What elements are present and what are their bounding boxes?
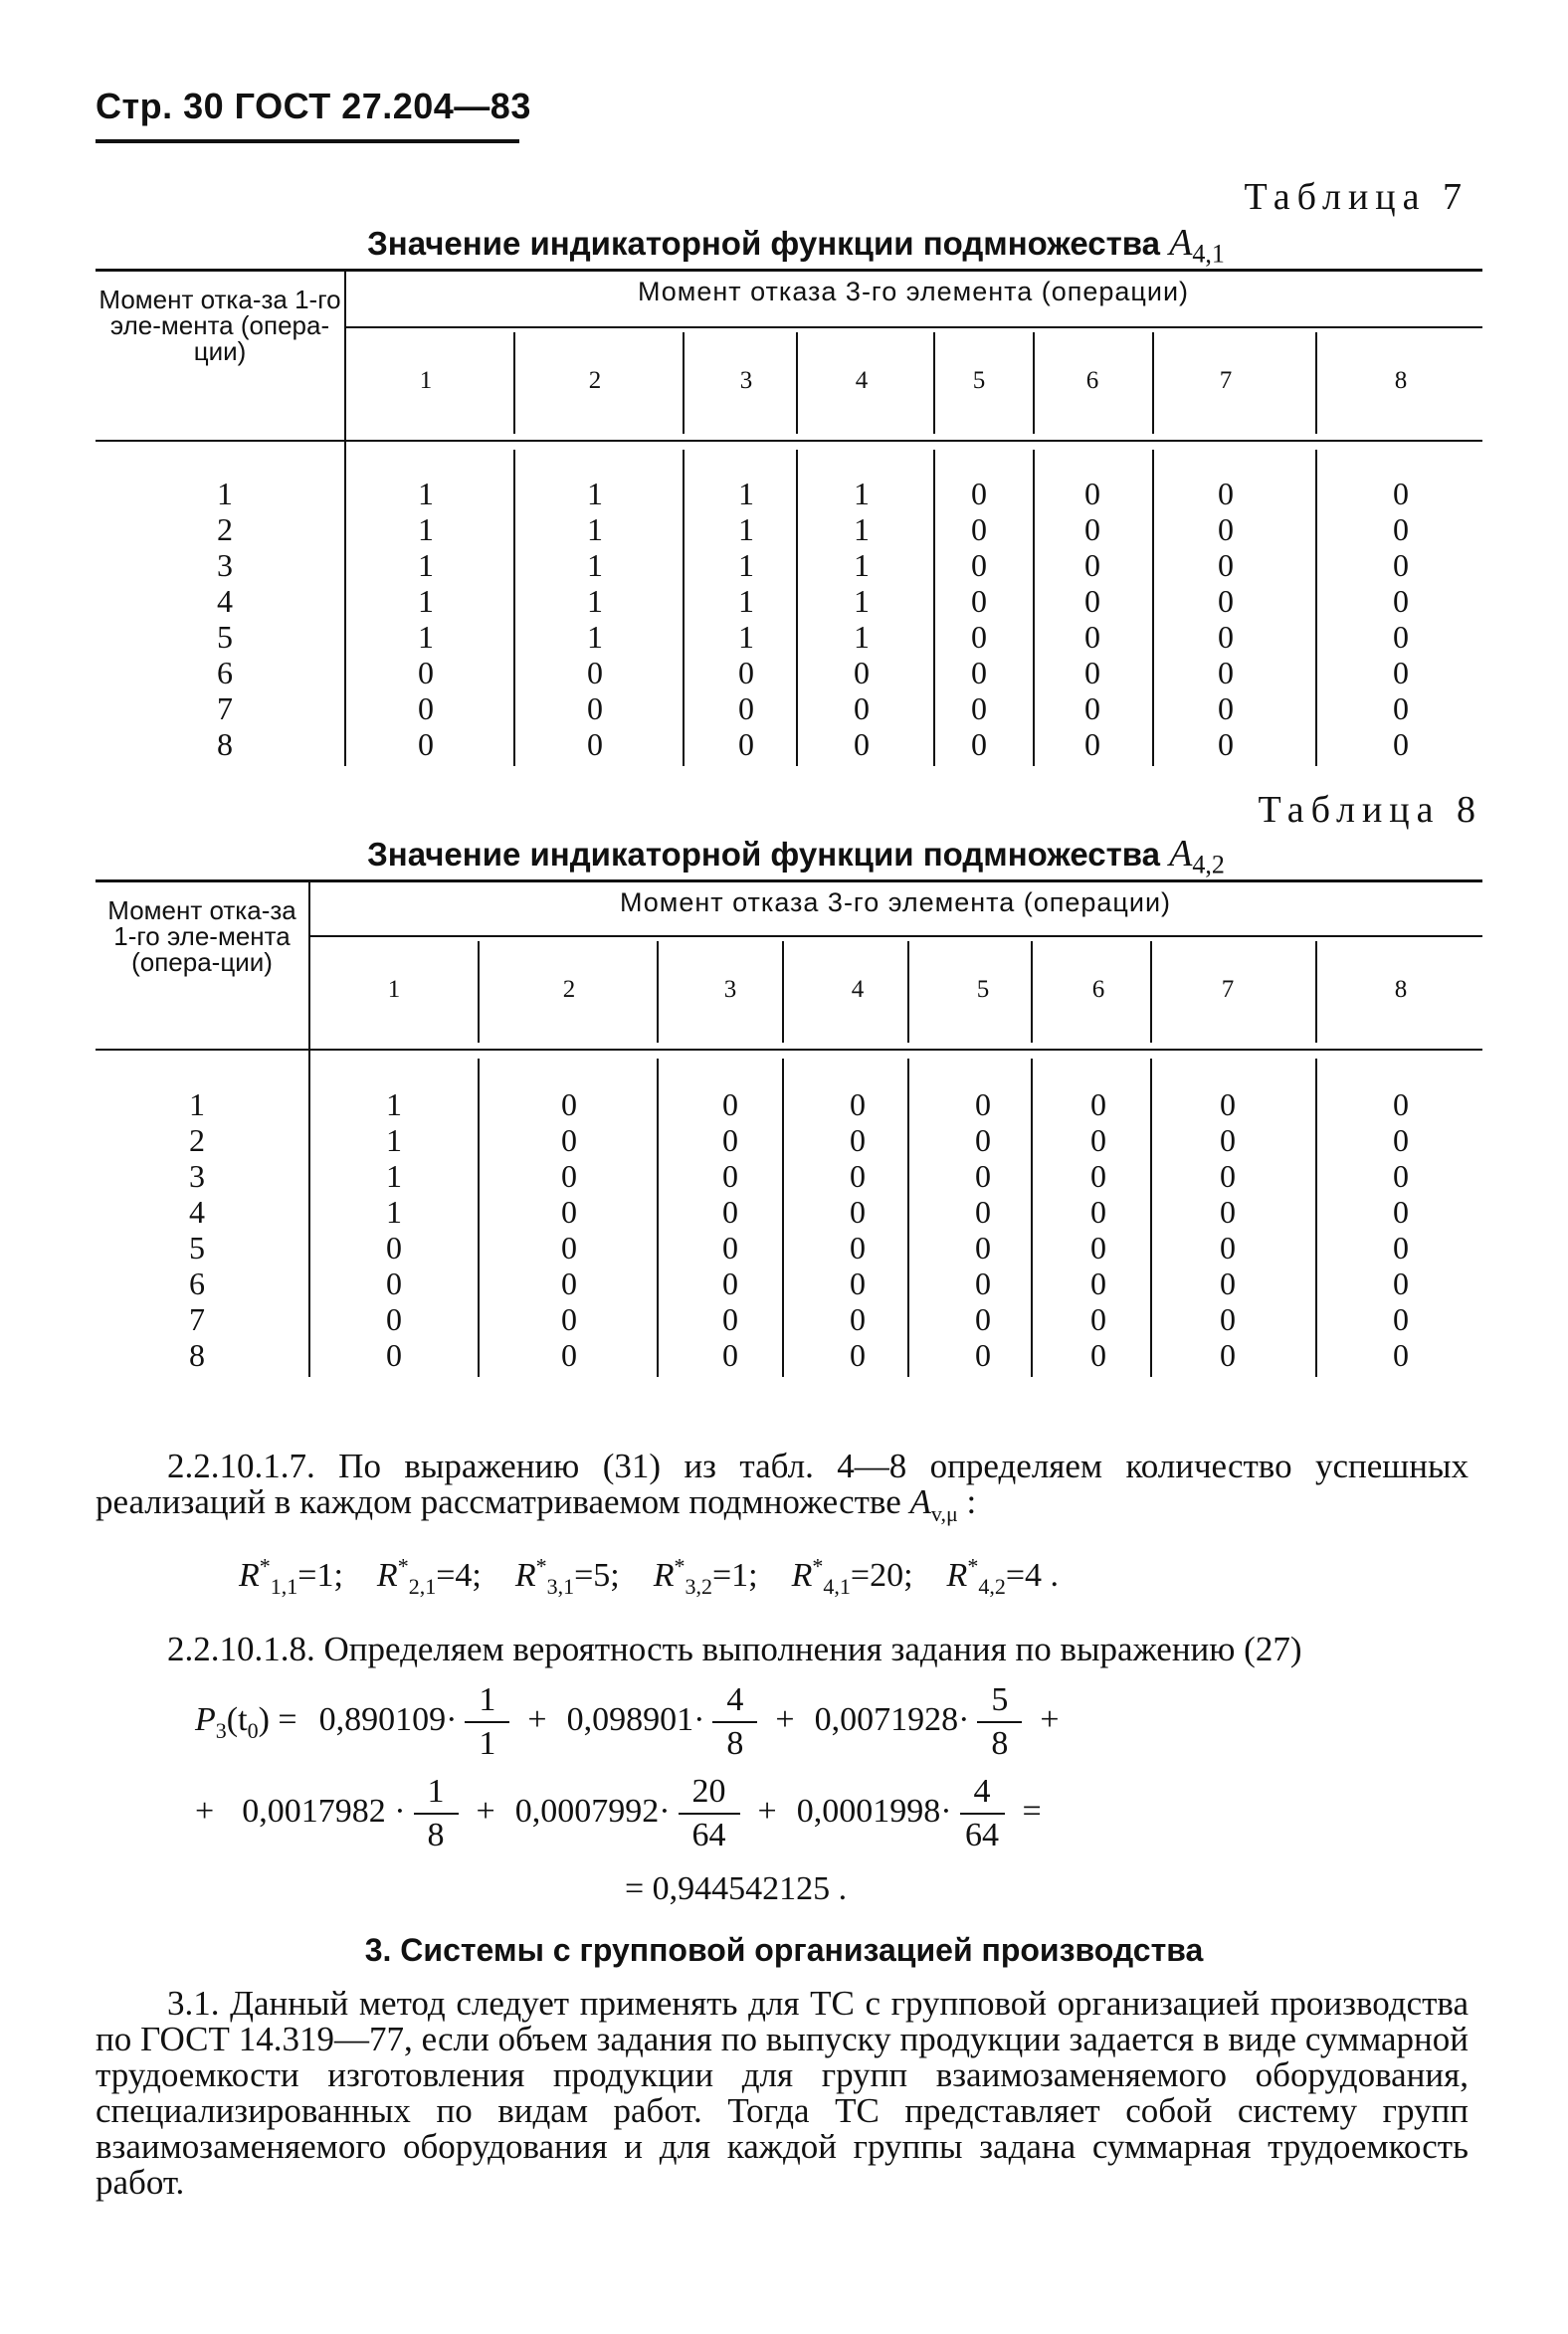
table8-col-header-6: 6 bbox=[1091, 976, 1105, 1003]
table7-col-divider bbox=[1315, 332, 1317, 434]
table8-cell: 0 bbox=[850, 1158, 866, 1194]
table7-cell: 0 bbox=[1218, 690, 1234, 726]
formula-coef: 0,0071928· bbox=[814, 1700, 970, 1738]
table7-header-rule bbox=[96, 440, 1482, 442]
table7-cell: 0 bbox=[971, 655, 987, 690]
table8-cell: 0 bbox=[722, 1337, 738, 1373]
table7-cell: 0 bbox=[1218, 511, 1234, 547]
table7-cell: 0 bbox=[1218, 547, 1234, 583]
table7-cell: 1 bbox=[738, 476, 754, 511]
table7-row-label: 4 bbox=[217, 583, 233, 619]
fraction bbox=[960, 1773, 1005, 1854]
table8-col-divider bbox=[478, 1059, 480, 1377]
table8-cell: 0 bbox=[1090, 1122, 1106, 1158]
table7-cell: 0 bbox=[1084, 726, 1100, 762]
p-arg: (t bbox=[226, 1700, 248, 1738]
table7-col-divider bbox=[796, 332, 798, 434]
table8-cell: 0 bbox=[561, 1265, 577, 1301]
fraction-denominator: 8 bbox=[427, 1817, 445, 1853]
table7-cell: 1 bbox=[738, 547, 754, 583]
table8-col-divider bbox=[478, 941, 480, 1043]
r-sub: 2,1 bbox=[408, 1574, 437, 1600]
table8-cell: 0 bbox=[975, 1337, 991, 1373]
table8-cell: 1 bbox=[386, 1086, 402, 1122]
table8-cell: 1 bbox=[386, 1122, 402, 1158]
r-value-term bbox=[946, 1554, 1059, 1600]
table8-cell: 0 bbox=[1090, 1301, 1106, 1337]
table8-cell: 0 bbox=[561, 1086, 577, 1122]
table8-split-line bbox=[308, 879, 310, 1377]
table8-col-divider bbox=[657, 1059, 659, 1377]
table7-col-divider bbox=[1033, 332, 1035, 434]
r-sub: 4,2 bbox=[978, 1574, 1006, 1600]
formula-lhs bbox=[195, 1700, 297, 1743]
table8-cell: 0 bbox=[722, 1230, 738, 1265]
r-value: =4 . bbox=[1005, 1557, 1059, 1595]
formula-line-2 bbox=[195, 1773, 1052, 1854]
table7-col-header-1: 1 bbox=[419, 367, 433, 394]
formula-line-1 bbox=[195, 1681, 1070, 1763]
table7-cell: 0 bbox=[1393, 690, 1409, 726]
r-value: =1; bbox=[712, 1557, 758, 1595]
table7-cell: 1 bbox=[587, 476, 603, 511]
formula-coef: 0,0001998· bbox=[796, 1792, 952, 1830]
table8-row-label: 7 bbox=[189, 1301, 205, 1337]
table7-cell: 0 bbox=[738, 655, 754, 690]
table7-title bbox=[298, 221, 1293, 270]
r-value-term bbox=[239, 1554, 343, 1600]
r-star: * bbox=[259, 1554, 271, 1579]
table7-row-label: 6 bbox=[217, 655, 233, 690]
table7-cell: 1 bbox=[738, 511, 754, 547]
table7-col-header-6: 6 bbox=[1085, 367, 1099, 394]
table7-cell: 0 bbox=[854, 726, 870, 762]
section-title: 3. Системы с групповой организацией производства bbox=[364, 1932, 1204, 1968]
table7-col-header-4: 4 bbox=[855, 367, 869, 394]
table8-col-divider bbox=[782, 1059, 784, 1377]
subset-sub: v,μ bbox=[930, 1501, 958, 1526]
formula-operator: + bbox=[476, 1792, 495, 1830]
r-star: * bbox=[535, 1554, 547, 1579]
table8-col-header-1: 1 bbox=[387, 976, 401, 1003]
table8-col-divider bbox=[782, 941, 784, 1043]
table8-row-label: 1 bbox=[189, 1086, 205, 1122]
paragraph-2-2-10-1-7-text: 2.2.10.1.7. По выражению (31) из табл. 4—8 определяем количество успешных реализаций в каждом рассматриваемом подмножестве bbox=[96, 1447, 1469, 1521]
table8-cell: 0 bbox=[850, 1122, 866, 1158]
table7-cell: 0 bbox=[738, 726, 754, 762]
table8-cell: 0 bbox=[1393, 1086, 1409, 1122]
table7-col-header-7: 7 bbox=[1219, 367, 1233, 394]
table8-cell: 0 bbox=[975, 1086, 991, 1122]
fraction-numerator: 1 bbox=[414, 1773, 459, 1815]
table8-cell: 0 bbox=[722, 1194, 738, 1230]
r-symbol: R bbox=[376, 1557, 398, 1595]
table8-title bbox=[298, 832, 1293, 880]
table8-col-header-3: 3 bbox=[723, 976, 737, 1003]
table7-cell: 0 bbox=[971, 583, 987, 619]
fraction-denominator: 64 bbox=[691, 1817, 726, 1853]
r-sub: 3,2 bbox=[685, 1574, 712, 1600]
formula-operator: + bbox=[757, 1792, 777, 1830]
table8-row-label: 5 bbox=[189, 1230, 205, 1265]
table8-cell: 0 bbox=[850, 1086, 866, 1122]
table8-cell: 0 bbox=[386, 1301, 402, 1337]
table8-cell: 0 bbox=[386, 1265, 402, 1301]
formula-operator: = bbox=[1022, 1792, 1042, 1830]
table7-cell: 0 bbox=[587, 726, 603, 762]
table7-cell: 0 bbox=[1393, 655, 1409, 690]
r-value-term bbox=[791, 1554, 913, 1600]
table7-cell: 0 bbox=[854, 690, 870, 726]
table7-cell: 0 bbox=[854, 655, 870, 690]
table8-col-header-4: 4 bbox=[851, 976, 865, 1003]
table7-col-divider bbox=[513, 450, 515, 766]
r-value-term bbox=[653, 1554, 758, 1600]
table8-group-rule bbox=[308, 935, 1482, 937]
table8-group-header: Момент отказа 3-го элемента (операции) bbox=[619, 887, 1172, 917]
table8-col-divider bbox=[1315, 941, 1317, 1043]
table8-cell: 0 bbox=[1220, 1086, 1236, 1122]
table8-cell: 0 bbox=[1393, 1158, 1409, 1194]
paragraph-2-2-10-1-7-end: : bbox=[966, 1482, 977, 1521]
table7-cell: 0 bbox=[1084, 511, 1100, 547]
table7-cell: 0 bbox=[738, 690, 754, 726]
table7-cell: 0 bbox=[971, 726, 987, 762]
table7-col-divider bbox=[933, 450, 935, 766]
table8-cell: 0 bbox=[386, 1230, 402, 1265]
paragraph-2-2-10-1-8: 2.2.10.1.8. Определяем вероятность выполнения задания по выражению (27) bbox=[167, 1630, 1302, 1668]
table8-col-divider bbox=[907, 1059, 909, 1377]
table8-cell: 0 bbox=[1090, 1194, 1106, 1230]
table8-cell: 0 bbox=[975, 1230, 991, 1265]
table8-cell: 0 bbox=[850, 1301, 866, 1337]
table8-cell: 0 bbox=[1393, 1230, 1409, 1265]
table7-group-header: Момент отказа 3-го элемента (операции) bbox=[637, 277, 1190, 306]
table7-cell: 1 bbox=[418, 547, 434, 583]
fraction-numerator: 1 bbox=[465, 1681, 509, 1723]
table8-cell: 0 bbox=[1393, 1122, 1409, 1158]
table7-col-header-3: 3 bbox=[739, 367, 753, 394]
r-symbol: R bbox=[239, 1557, 260, 1595]
header-rule bbox=[96, 139, 519, 143]
table7-cell: 0 bbox=[1084, 583, 1100, 619]
table8-cell: 0 bbox=[975, 1265, 991, 1301]
table7-cell: 0 bbox=[1218, 726, 1234, 762]
table8-row-label: 2 bbox=[189, 1122, 205, 1158]
fraction-denominator: 1 bbox=[479, 1725, 496, 1762]
table8-cell: 0 bbox=[722, 1301, 738, 1337]
table8-title-text: Значение индикаторной функции подмножества bbox=[367, 836, 1160, 873]
table8-cell: 0 bbox=[561, 1301, 577, 1337]
table8-cell: 0 bbox=[850, 1337, 866, 1373]
table8-col-divider bbox=[1315, 1059, 1317, 1377]
table7-cell: 0 bbox=[1218, 619, 1234, 655]
table8-cell: 0 bbox=[850, 1265, 866, 1301]
table7-col-divider bbox=[513, 332, 515, 434]
table8-title-symbol: A bbox=[1169, 833, 1193, 875]
table8-cell: 1 bbox=[386, 1194, 402, 1230]
table7-cell: 1 bbox=[854, 619, 870, 655]
table8-cell: 0 bbox=[1393, 1194, 1409, 1230]
paragraph-2-2-10-1-7 bbox=[96, 1449, 1469, 1532]
table7-row-label: 8 bbox=[217, 726, 233, 762]
table7-group-rule bbox=[344, 326, 1482, 328]
table7-cell: 0 bbox=[1084, 619, 1100, 655]
table7-top-rule bbox=[96, 269, 1482, 272]
table7-cell: 0 bbox=[1084, 476, 1100, 511]
table8-cell: 0 bbox=[1393, 1265, 1409, 1301]
table7-row-label: 3 bbox=[217, 547, 233, 583]
table8-cell: 0 bbox=[561, 1337, 577, 1373]
table8-cell: 1 bbox=[386, 1158, 402, 1194]
table7-cell: 1 bbox=[418, 619, 434, 655]
formula-operator: + bbox=[527, 1700, 547, 1738]
table7-cell: 0 bbox=[1393, 583, 1409, 619]
r-star: * bbox=[812, 1554, 824, 1579]
p-sub: 3 bbox=[215, 1717, 227, 1743]
table8-cell: 0 bbox=[1090, 1086, 1106, 1122]
table8-row-label: 4 bbox=[189, 1194, 205, 1230]
table8-title-sub: 4,2 bbox=[1192, 850, 1225, 879]
table7-cell: 0 bbox=[1393, 511, 1409, 547]
table7-cell: 0 bbox=[418, 655, 434, 690]
r-star: * bbox=[397, 1554, 409, 1579]
fraction-denominator: 8 bbox=[726, 1725, 744, 1762]
table7-col-header-2: 2 bbox=[588, 367, 602, 394]
table7-cell: 1 bbox=[854, 476, 870, 511]
table8-cell: 0 bbox=[386, 1337, 402, 1373]
table8-row-header: Момент отка-за 1-го эле-мента (опера-ции) bbox=[107, 895, 296, 977]
table7-cell: 0 bbox=[587, 655, 603, 690]
fraction bbox=[465, 1681, 509, 1763]
table7-col-divider bbox=[1315, 450, 1317, 766]
r-values-line bbox=[239, 1554, 1092, 1600]
table8-top-rule bbox=[96, 879, 1482, 882]
table8-cell: 0 bbox=[561, 1230, 577, 1265]
table7-cell: 0 bbox=[1393, 726, 1409, 762]
table7-col-divider bbox=[683, 332, 685, 434]
fraction bbox=[712, 1681, 757, 1763]
formula-operator: + bbox=[775, 1700, 795, 1738]
table7-row-label: 1 bbox=[217, 476, 233, 511]
table7-cell: 0 bbox=[418, 726, 434, 762]
table8-cell: 0 bbox=[1220, 1265, 1236, 1301]
table8-cell: 0 bbox=[1393, 1301, 1409, 1337]
fraction-numerator: 20 bbox=[679, 1773, 740, 1815]
table8-cell: 0 bbox=[1220, 1122, 1236, 1158]
r-value: =20; bbox=[850, 1557, 913, 1595]
r-star: * bbox=[967, 1554, 979, 1579]
table7-cell: 0 bbox=[1218, 476, 1234, 511]
fraction-numerator: 4 bbox=[960, 1773, 1005, 1815]
table7-cell: 1 bbox=[854, 511, 870, 547]
table8-cell: 0 bbox=[561, 1194, 577, 1230]
table7-cell: 1 bbox=[738, 583, 754, 619]
table7-col-divider bbox=[1033, 450, 1035, 766]
table7-cell: 0 bbox=[418, 690, 434, 726]
table8-cell: 0 bbox=[975, 1122, 991, 1158]
table8-row-label: 8 bbox=[189, 1337, 205, 1373]
table7-row-label: 2 bbox=[217, 511, 233, 547]
paragraph-3-1: 3.1. Данный метод следует применять для ТС с групповой организацией производства по ГОСТ 14.319—77, если объем задания по выпуску продукции задается в виде суммарной трудоемкости изготовления продукции для групп взаимозаменяемого оборудования, специализированных по видам работ. Тогда ТС представляет собой систему групп взаимозаменяемого оборудования и для каждой группы задана суммарная трудоемкость работ. bbox=[96, 1984, 1469, 2202]
table7-cell: 0 bbox=[971, 547, 987, 583]
table7-cell: 1 bbox=[587, 547, 603, 583]
table8-cell: 0 bbox=[722, 1158, 738, 1194]
table8-cell: 0 bbox=[1393, 1337, 1409, 1373]
r-symbol: R bbox=[653, 1557, 675, 1595]
table7-col-divider bbox=[796, 450, 798, 766]
table8-cell: 0 bbox=[722, 1265, 738, 1301]
table7-cell: 1 bbox=[854, 583, 870, 619]
table8-cell: 0 bbox=[1220, 1158, 1236, 1194]
table7-cell: 0 bbox=[1218, 655, 1234, 690]
table8-col-header-7: 7 bbox=[1221, 976, 1235, 1003]
table8-cell: 0 bbox=[975, 1194, 991, 1230]
table8-col-divider bbox=[1031, 941, 1033, 1043]
table7-cell: 1 bbox=[418, 476, 434, 511]
table7-title-text: Значение индикаторной функции подмножества bbox=[367, 225, 1160, 262]
table7-cell: 0 bbox=[1084, 547, 1100, 583]
table7-cell: 1 bbox=[418, 583, 434, 619]
table7-cell: 1 bbox=[587, 619, 603, 655]
r-star: * bbox=[674, 1554, 686, 1579]
fraction-numerator: 4 bbox=[712, 1681, 757, 1723]
table7-cell: 1 bbox=[418, 511, 434, 547]
formula-coef: 0,098901· bbox=[566, 1700, 705, 1738]
table7-cell: 1 bbox=[738, 619, 754, 655]
table7-cell: 0 bbox=[971, 619, 987, 655]
formula-result: = 0,944542125 . bbox=[625, 1870, 848, 1907]
table8-cell: 0 bbox=[561, 1158, 577, 1194]
table7-col-header-8: 8 bbox=[1394, 367, 1408, 394]
page-header: Стр. 30 ГОСТ 27.204—83 bbox=[96, 86, 531, 126]
table7-cell: 0 bbox=[1393, 476, 1409, 511]
table8-cell: 0 bbox=[1220, 1301, 1236, 1337]
table8-cell: 0 bbox=[1220, 1230, 1236, 1265]
table8-cell: 0 bbox=[722, 1086, 738, 1122]
table7-cell: 0 bbox=[1393, 619, 1409, 655]
table8-col-divider bbox=[1150, 941, 1152, 1043]
table7-title-sub: 4,1 bbox=[1192, 239, 1225, 269]
table7-cell: 1 bbox=[587, 511, 603, 547]
table8-cell: 0 bbox=[975, 1158, 991, 1194]
table8-col-divider bbox=[907, 941, 909, 1043]
r-sub: 1,1 bbox=[270, 1574, 298, 1600]
p-symbol: P bbox=[195, 1700, 216, 1738]
r-value-term bbox=[514, 1554, 620, 1600]
p-arg-sub: 0 bbox=[247, 1717, 259, 1743]
fraction bbox=[414, 1773, 459, 1854]
table7-label: Таблица 7 bbox=[1244, 176, 1469, 218]
table7-cell: 0 bbox=[1084, 655, 1100, 690]
table7-cell: 0 bbox=[1218, 583, 1234, 619]
table8-cell: 0 bbox=[975, 1301, 991, 1337]
table7-col-divider bbox=[1152, 332, 1154, 434]
formula-operator: + bbox=[1040, 1700, 1060, 1738]
table7-split-line bbox=[344, 269, 346, 766]
table7-cell: 0 bbox=[971, 476, 987, 511]
r-symbol: R bbox=[514, 1557, 536, 1595]
r-value-term bbox=[376, 1554, 482, 1600]
table8-cell: 0 bbox=[1090, 1230, 1106, 1265]
table8-cell: 0 bbox=[1220, 1337, 1236, 1373]
table7-cell: 1 bbox=[587, 583, 603, 619]
table8-col-divider bbox=[657, 941, 659, 1043]
table8-label: Таблица 8 bbox=[1258, 789, 1482, 831]
r-sub: 3,1 bbox=[546, 1574, 575, 1600]
table8-header-rule bbox=[96, 1049, 1482, 1051]
table7-col-divider bbox=[1152, 450, 1154, 766]
table8-cell: 0 bbox=[1220, 1194, 1236, 1230]
table8-cell: 0 bbox=[1090, 1337, 1106, 1373]
fraction bbox=[679, 1773, 740, 1854]
table7-cell: 0 bbox=[1393, 547, 1409, 583]
table7-cell: 0 bbox=[587, 690, 603, 726]
fraction-denominator: 64 bbox=[965, 1817, 1000, 1853]
table7-cell: 1 bbox=[854, 547, 870, 583]
p-arg-end: ) = bbox=[258, 1700, 297, 1738]
table7-row-label: 7 bbox=[217, 690, 233, 726]
table7-col-divider bbox=[933, 332, 935, 434]
table7-cell: 0 bbox=[1084, 690, 1100, 726]
table7-row-header: Момент отка-за 1-го эле-мента (опера-ции) bbox=[98, 285, 341, 366]
table8-col-divider bbox=[1150, 1059, 1152, 1377]
table8-cell: 0 bbox=[850, 1230, 866, 1265]
r-value: =1; bbox=[297, 1557, 343, 1595]
table7-row-label: 5 bbox=[217, 619, 233, 655]
r-symbol: R bbox=[946, 1557, 968, 1595]
formula-coef: 0,890109· bbox=[318, 1700, 458, 1738]
table8-col-header-5: 5 bbox=[976, 976, 990, 1003]
table8-cell: 0 bbox=[1090, 1158, 1106, 1194]
table7-col-header-5: 5 bbox=[972, 367, 986, 394]
table7-cell: 0 bbox=[971, 690, 987, 726]
table8-row-label: 3 bbox=[189, 1158, 205, 1194]
formula-operator: + bbox=[195, 1792, 215, 1830]
formula-coef: 0,0007992· bbox=[514, 1792, 671, 1830]
fraction bbox=[977, 1681, 1022, 1763]
r-value: =5; bbox=[574, 1557, 620, 1595]
table7-cell: 0 bbox=[971, 511, 987, 547]
table7-col-divider bbox=[683, 450, 685, 766]
subset-symbol: A bbox=[909, 1482, 931, 1521]
table7-title-symbol: A bbox=[1169, 222, 1193, 264]
fraction-numerator: 5 bbox=[977, 1681, 1022, 1723]
fraction-denominator: 8 bbox=[991, 1725, 1009, 1762]
table8-cell: 0 bbox=[561, 1122, 577, 1158]
table8-cell: 0 bbox=[1090, 1265, 1106, 1301]
table8-col-header-2: 2 bbox=[562, 976, 576, 1003]
formula-coef: 0,0017982 · bbox=[242, 1792, 406, 1830]
table8-col-header-8: 8 bbox=[1394, 976, 1408, 1003]
r-sub: 4,1 bbox=[823, 1574, 851, 1600]
r-symbol: R bbox=[791, 1557, 813, 1595]
r-value: =4; bbox=[436, 1557, 482, 1595]
table8-cell: 0 bbox=[722, 1122, 738, 1158]
table8-row-label: 6 bbox=[189, 1265, 205, 1301]
table8-cell: 0 bbox=[850, 1194, 866, 1230]
table8-col-divider bbox=[1031, 1059, 1033, 1377]
